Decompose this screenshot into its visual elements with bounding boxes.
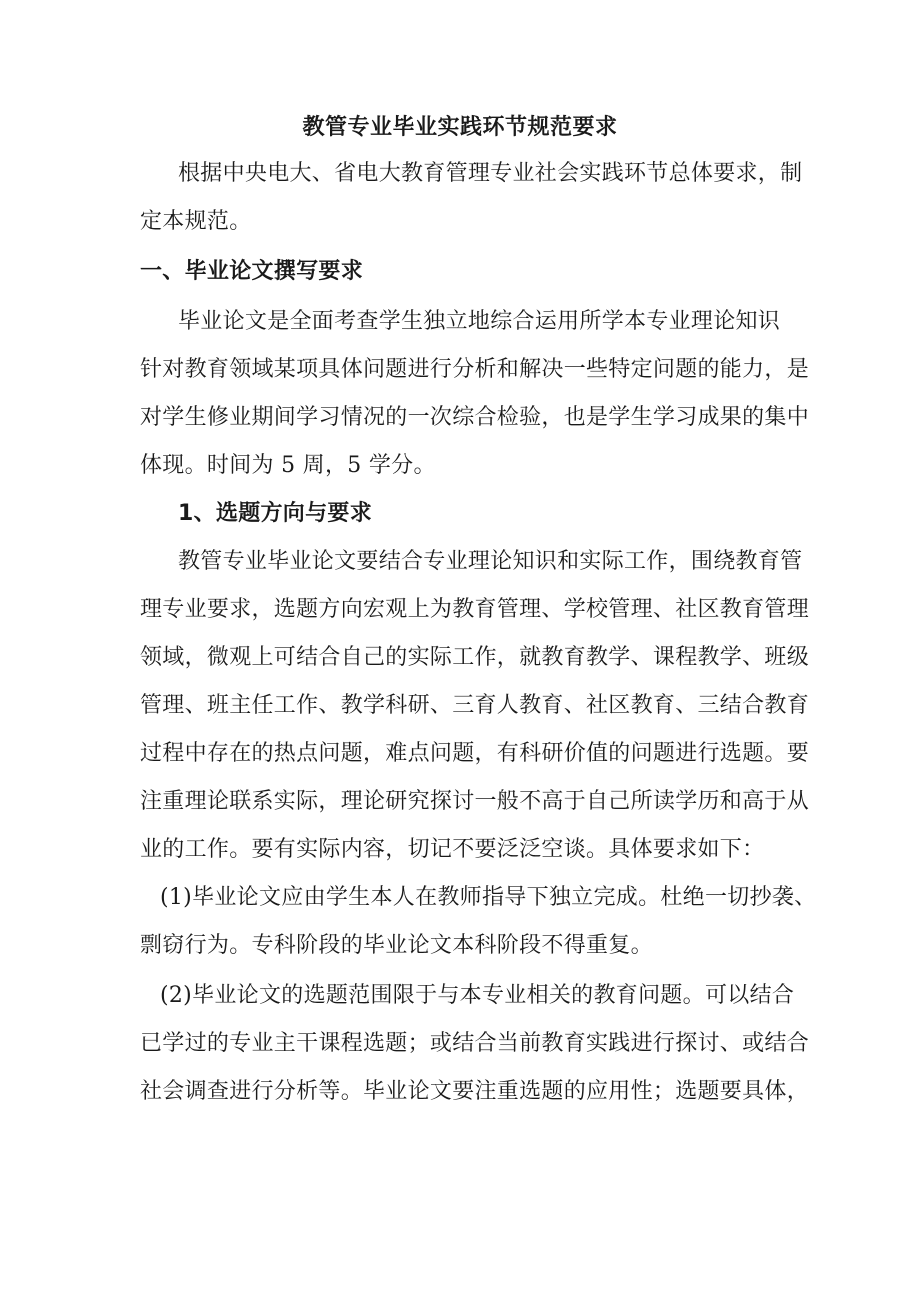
subsection-para-line: 过程中存在的热点问题，难点问题，有科研价值的问题进行选题。要 bbox=[140, 741, 810, 766]
item-1-line: (1)毕业论文应由学生本人在教师指导下独立完成。杜绝一切抄袭、 bbox=[160, 885, 817, 910]
intro-line-2: 定本规范。 bbox=[140, 209, 252, 234]
section-1-para-line: 针对教育领域某项具体问题进行分析和解决一些特定问题的能力，是 bbox=[140, 357, 810, 382]
intro-line-1: 根据中央电大、省电大教育管理专业社会实践环节总体要求，制 bbox=[178, 161, 803, 186]
section-1-heading: 一、毕业论文撰写要求 bbox=[140, 259, 364, 284]
item-2-line: 社会调查进行分析等。毕业论文要注重选题的应用性；选题要具体， bbox=[140, 1079, 810, 1104]
subsection-para-line: 注重理论联系实际，理论研究探讨一般不高于自己所读学历和高于从 bbox=[140, 789, 810, 814]
section-1-para-line: 体现。时间为 5 周，5 学分。 bbox=[140, 453, 436, 478]
section-1-para-line: 对学生修业期间学习情况的一次综合检验，也是学生学习成果的集中 bbox=[140, 405, 810, 430]
subsection-para-line: 管理、班主任工作、教学科研、三育人教育、社区教育、三结合教育 bbox=[140, 693, 810, 718]
section-1-para-line: 毕业论文是全面考查学生独立地综合运用所学本专业理论知识 bbox=[178, 309, 781, 334]
item-2-line: (2)毕业论文的选题范围限于与本专业相关的教育问题。可以结合 bbox=[160, 983, 795, 1008]
item-1-line: 剽窃行为。专科阶段的毕业论文本科阶段不得重复。 bbox=[140, 933, 653, 958]
subsection-para-line: 理专业要求，选题方向宏观上为教育管理、学校管理、社区教育管理 bbox=[140, 597, 810, 622]
subsection-1-heading: 1、选题方向与要求 bbox=[178, 501, 373, 526]
subsection-para-line: 领域，微观上可结合自己的实际工作，就教育教学、课程教学、班级 bbox=[140, 645, 810, 670]
page-title: 教管专业毕业实践环节规范要求 bbox=[302, 115, 618, 140]
subsection-para-line: 业的工作。要有实际内容，切记不要泛泛空谈。具体要求如下： bbox=[140, 837, 765, 862]
subsection-para-line: 教管专业毕业论文要结合专业理论知识和实际工作，围绕教育管 bbox=[178, 549, 803, 574]
item-2-line: 已学过的专业主干课程选题；或结合当前教育实践进行探讨、或结合 bbox=[140, 1031, 810, 1056]
